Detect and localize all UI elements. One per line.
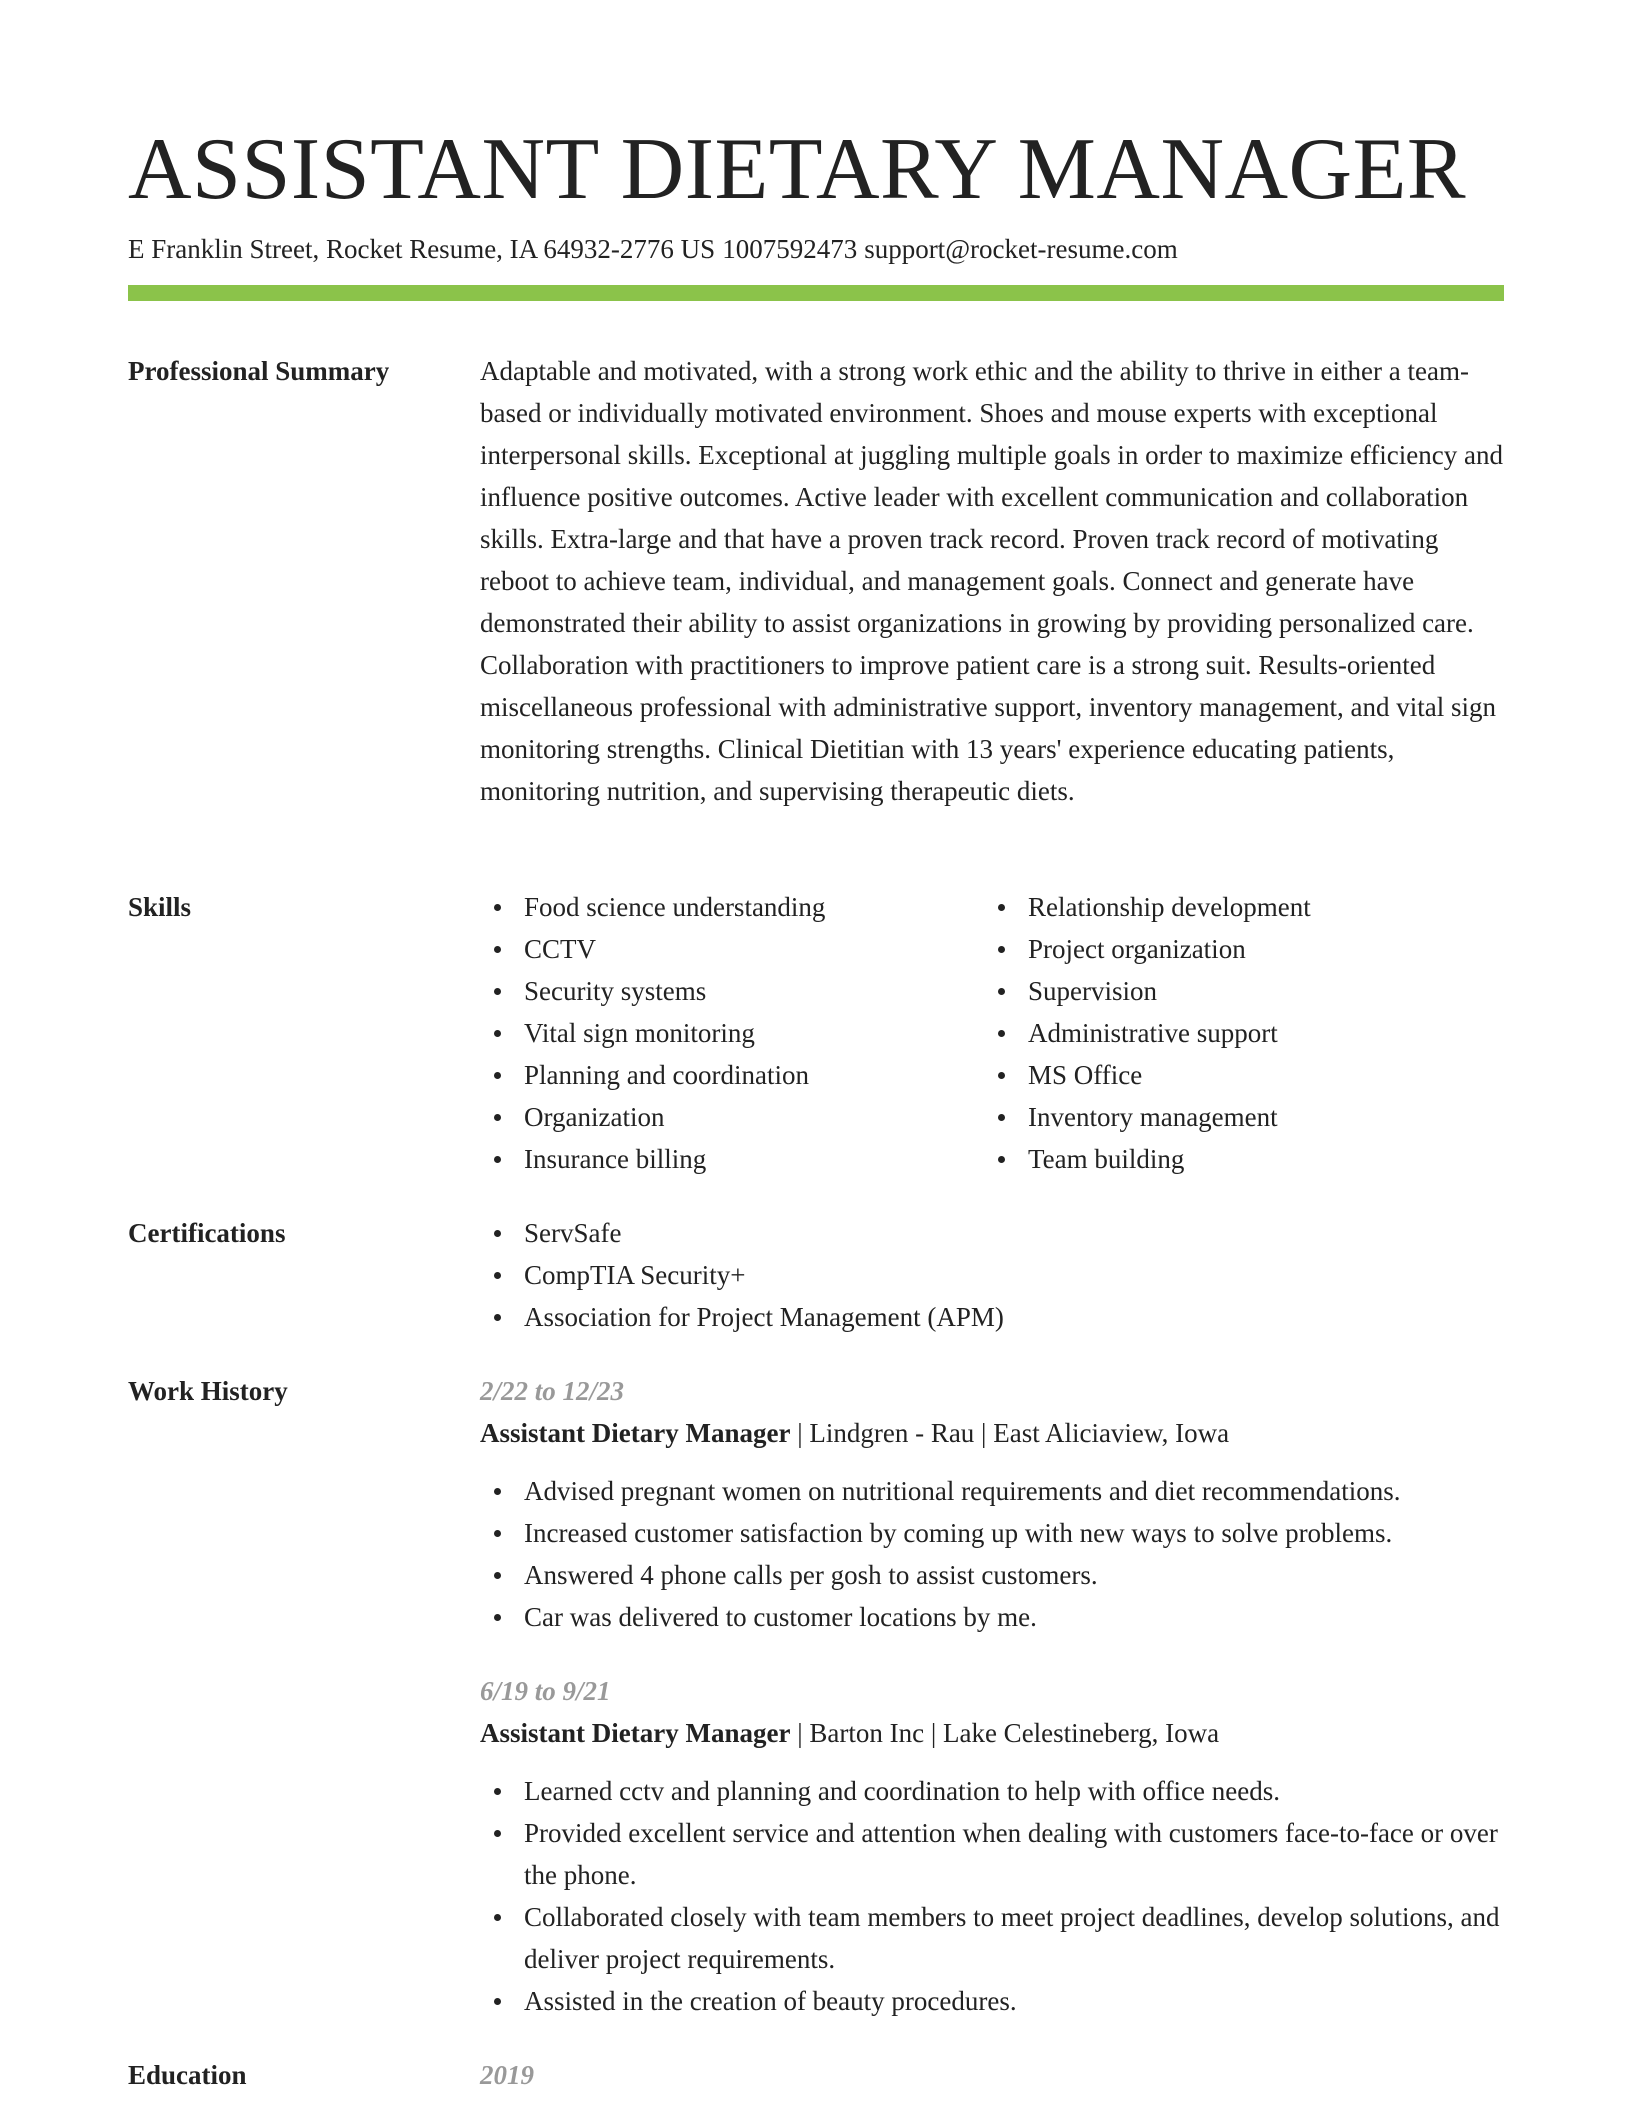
resume-page: [128, 0, 1504, 2112]
job-bullets: [480, 1470, 1504, 1638]
job-title-line: [480, 1412, 1504, 1454]
job-date: 2/22 to 12/23: [480, 1376, 625, 1406]
list-item: Project organization: [984, 928, 1488, 970]
list-item: Supervision: [984, 970, 1488, 1012]
list-item: Security systems: [480, 970, 984, 1012]
job-bullets: [480, 1770, 1504, 2022]
list-item: Association for Project Management (APM): [480, 1296, 1504, 1338]
section-title: Certifications: [128, 1218, 286, 1248]
resume-name: ASSISTANT DIETARY MANAGER: [128, 121, 1467, 218]
list-item: Inventory management: [984, 1096, 1488, 1138]
list-item: CompTIA Security+: [480, 1254, 1504, 1296]
list-item: Team building: [984, 1138, 1488, 1180]
list-item: Increased customer satisfaction by coming up with new ways to solve problems.: [480, 1512, 1504, 1554]
job-date: 6/19 to 9/21: [480, 1676, 611, 1706]
section-title: Skills: [128, 892, 192, 922]
list-item: Relationship development: [984, 886, 1488, 928]
certifications-body: [480, 1212, 1504, 1338]
section-title: Education: [128, 2060, 247, 2090]
list-item: Insurance billing: [480, 1138, 984, 1180]
list-item: Learned cctv and planning and coordination to help with office needs.: [480, 1770, 1504, 1812]
list-item: Advised pregnant women on nutritional requirements and diet recommendations.: [480, 1470, 1504, 1512]
certifications-list: [480, 1212, 1504, 1338]
education-body: [480, 2054, 1504, 2096]
work-history-body: [480, 1370, 1504, 2022]
list-item: Vital sign monitoring: [480, 1012, 984, 1054]
job-title-line: [480, 1712, 1504, 1754]
list-item: Planning and coordination: [480, 1054, 984, 1096]
list-item: Administrative support: [984, 1012, 1488, 1054]
list-item: Food science understanding: [480, 886, 984, 928]
job-details: | Barton Inc | Lake Celestineberg, Iowa: [790, 1718, 1220, 1748]
list-item: Car was delivered to customer locations by me.: [480, 1596, 1504, 1638]
list-item: Assisted in the creation of beauty procedures.: [480, 1980, 1504, 2022]
job-entry: [480, 1370, 1504, 1638]
list-item: Collaborated closely with team members to meet project deadlines, develop solutions, and deliver project requirements.: [480, 1896, 1504, 1980]
job-entry: [480, 1670, 1504, 2022]
header-divider: [128, 285, 1504, 301]
job-details: | Lindgren - Rau | East Aliciaview, Iowa: [790, 1418, 1230, 1448]
list-item: CCTV: [480, 928, 984, 970]
skills-list-left: [480, 886, 984, 1180]
contact-line: [128, 232, 1178, 266]
list-item: ServSafe: [480, 1212, 1504, 1254]
education-date: 2019: [480, 2060, 534, 2090]
section-title: Professional Summary: [128, 356, 390, 386]
job-title: Assistant Dietary Manager: [480, 1718, 791, 1748]
skills-list-right: [984, 886, 1488, 1180]
list-item: Answered 4 phone calls per gosh to assist customers.: [480, 1554, 1504, 1596]
list-item: Provided excellent service and attention when dealing with customers face-to-face or over the phone.: [480, 1812, 1504, 1896]
job-title: Assistant Dietary Manager: [480, 1418, 791, 1448]
list-item: Organization: [480, 1096, 984, 1138]
contact-email: support@rocket-resume.com: [864, 234, 1178, 264]
summary-text: Adaptable and motivated, with a strong work ethic and the ability to thrive in either a team-based or individually motivated environment. Shoes and mouse experts with exceptional interpersonal skills. Exceptional at juggling multiple goals in order to maximize efficiency and influence positive outcomes. Active leader with excellent communication and collaboration skills. Extra-large and that have a proven track record. Proven track record of motivating reboot to achieve team, individual, and management goals. Connect and generate have demonstrated their ability to assist organizations in growing by providing personalized care. Collaboration with practitioners to improve patient care is a strong suit. Results-oriented miscellaneous professional with administrative support, inventory management, and vital sign monitoring strengths. Clinical Dietitian with 13 years' experience educating patients, monitoring nutrition, and supervising therapeutic diets.: [480, 356, 1503, 806]
contact-address: E Franklin Street, Rocket Resume, IA 64932-2776 US: [128, 234, 716, 264]
skills-columns: [480, 886, 1504, 1180]
list-item: MS Office: [984, 1054, 1488, 1096]
section-title: Work History: [128, 1376, 288, 1406]
contact-phone: 1007592473: [722, 234, 858, 264]
